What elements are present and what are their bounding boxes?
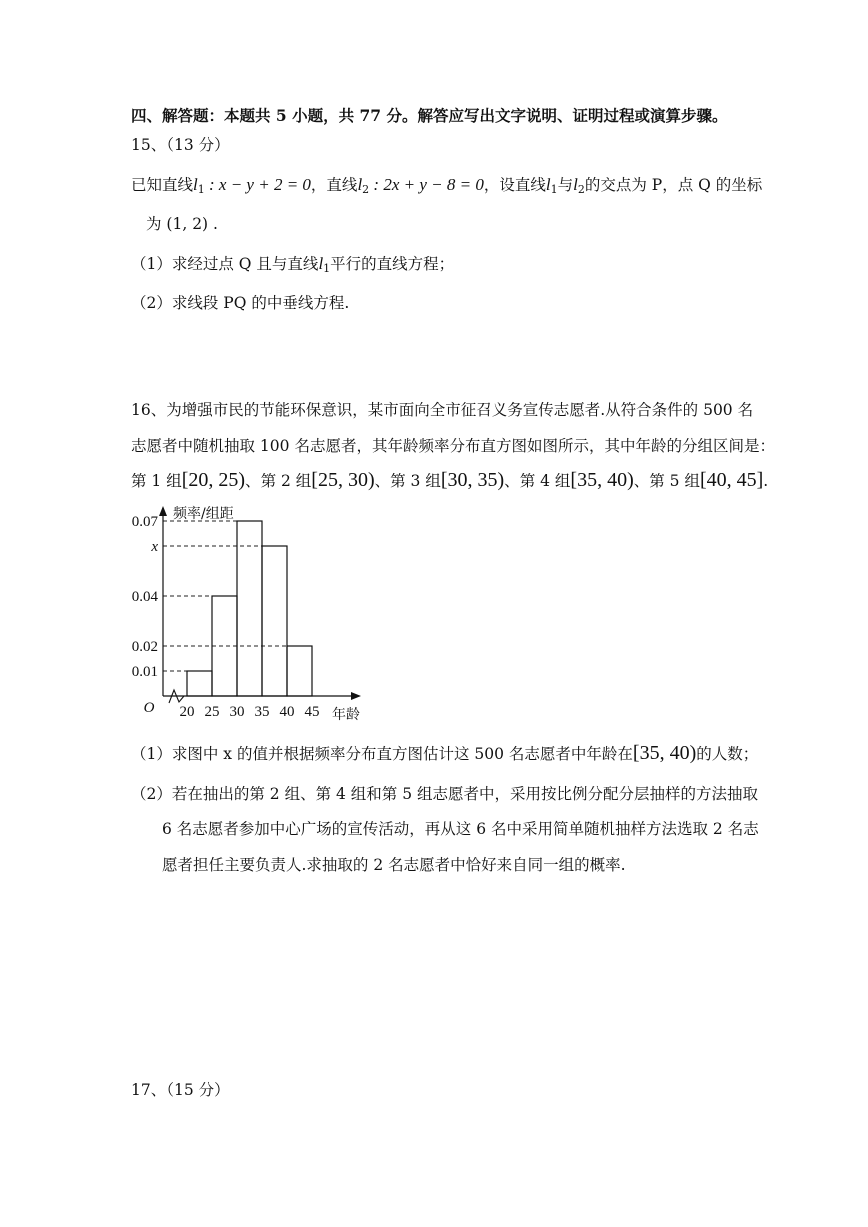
frequency-histogram [125,500,395,730]
group-4-interval: [35, 40) [570,469,634,491]
q15-statement-line2: 为 (1, 2) . [146,215,218,233]
l2-symbol: l [573,175,578,194]
y-tick-label: x [151,539,158,555]
l1-subscript: 1 [323,262,331,275]
q16-part1-text: 的人数； [696,745,759,763]
l1-symbol: l [545,175,551,194]
q17-number: 17、（15 分） [131,1081,230,1099]
y-tick-label: 0.04 [131,589,158,605]
l2-symbol: l [357,175,363,194]
group-4-label: 第 4 组 [519,472,571,490]
histogram-bar [287,646,312,696]
x-axis-title: 年龄 [332,707,360,723]
group-1-label: 第 1 组 [131,472,182,490]
histogram-bar [237,521,262,696]
q15-part1-text: （1）求经过点 Q 且与直线 [131,255,319,273]
group-5-label: 第 5 组 [649,472,700,490]
q16-part1-text: （1）求图中 x 的值并根据频率分布直方图估计这 500 名志愿者中年龄在 [131,745,633,763]
x-axis-arrow [351,692,361,700]
q15-number: 15、（13 分） [131,136,230,154]
x-tick-label: 30 [229,704,245,720]
group-end-mark: . [763,472,769,490]
group-3-label: 第 3 组 [390,472,441,490]
origin-label: O [143,700,155,716]
l1-subscript: 1 [197,183,205,196]
x-tick-label: 25 [204,704,220,720]
q16-part1 [131,743,758,764]
group-separator: 、 [245,472,261,490]
histogram-bars [187,521,312,696]
section-header: 四、解答题：本题共 5 小题，共 77 分。解答应写出文字说明、证明过程或演算步骤。 [131,106,728,125]
group-2-interval: [25, 30) [311,469,375,491]
x-tick-label: 35 [254,704,270,720]
group-1-interval: [20, 25) [181,469,246,491]
q15-text: ，直线 [310,176,358,194]
q15-text: 与 [557,176,574,194]
q16-line2: 志愿者中随机抽取 100 名志愿者，其年龄频率分布直方图如图所示，其中年龄的分组区间是： [131,437,775,455]
l2-subscript: 2 [362,183,370,196]
q16-line1: 16、为增强市民的节能环保意识，某市面向全市征召义务宣传志愿者.从符合条件的 500 名 [131,401,754,419]
y-tick-label: 0.02 [131,639,158,655]
y-axis-arrow [159,506,167,516]
histogram-labels [132,506,360,723]
histogram-bar [187,671,212,696]
q15-part1 [131,254,454,279]
q15-text: ，设直线 [483,176,546,194]
x-tick-label: 20 [179,704,195,720]
group-separator: 、 [504,472,520,490]
group-separator: 、 [633,472,650,490]
x-tick-label: 40 [279,704,295,720]
group-5-interval: [40, 45] [699,469,764,491]
q15-part1-text: 平行的直线方程； [330,255,455,273]
q16-part2-line3: 愿者担任主要负责人.求抽取的 2 名志愿者中恰好来自同一组的概率. [162,856,626,874]
q16-part2-line1: （2）若在抽出的第 2 组、第 4 组和第 5 组志愿者中，采用按比例分配分层抽样的方法抽取 [131,785,759,803]
histogram-axes [159,506,361,703]
group-separator: 、 [374,472,391,490]
y-tick-label: 0.01 [131,664,158,680]
l1-symbol: l [193,175,198,194]
q16-groups [131,470,768,491]
y-axis-title: 频率/组距 [173,506,234,522]
l1-symbol: l [318,254,324,273]
q16-part1-interval: [35, 40) [632,742,697,764]
l1-subscript: 1 [550,183,558,196]
q15-statement-line1 [131,175,762,200]
q15-part2: （2）求线段 PQ 的中垂线方程. [131,294,350,312]
l1-equation: : x − y + 2 = 0 [204,175,311,194]
l2-subscript: 2 [577,183,585,196]
q16-part2-line2: 6 名志愿者参加中心广场的宣传活动，再从这 6 名中采用简单随机抽样方法选取 2 名志 [162,820,759,838]
group-2-label: 第 2 组 [260,472,312,490]
q15-text: 已知直线 [131,176,194,194]
group-3-interval: [30, 35) [440,469,505,491]
q15-text: 的交点为 P，点 Q 的坐标 [584,176,763,194]
histogram-bar [262,546,287,696]
x-tick-label: 45 [304,704,320,720]
l2-equation: : 2x + y − 8 = 0 [369,175,484,194]
y-tick-label: 0.07 [131,514,158,530]
